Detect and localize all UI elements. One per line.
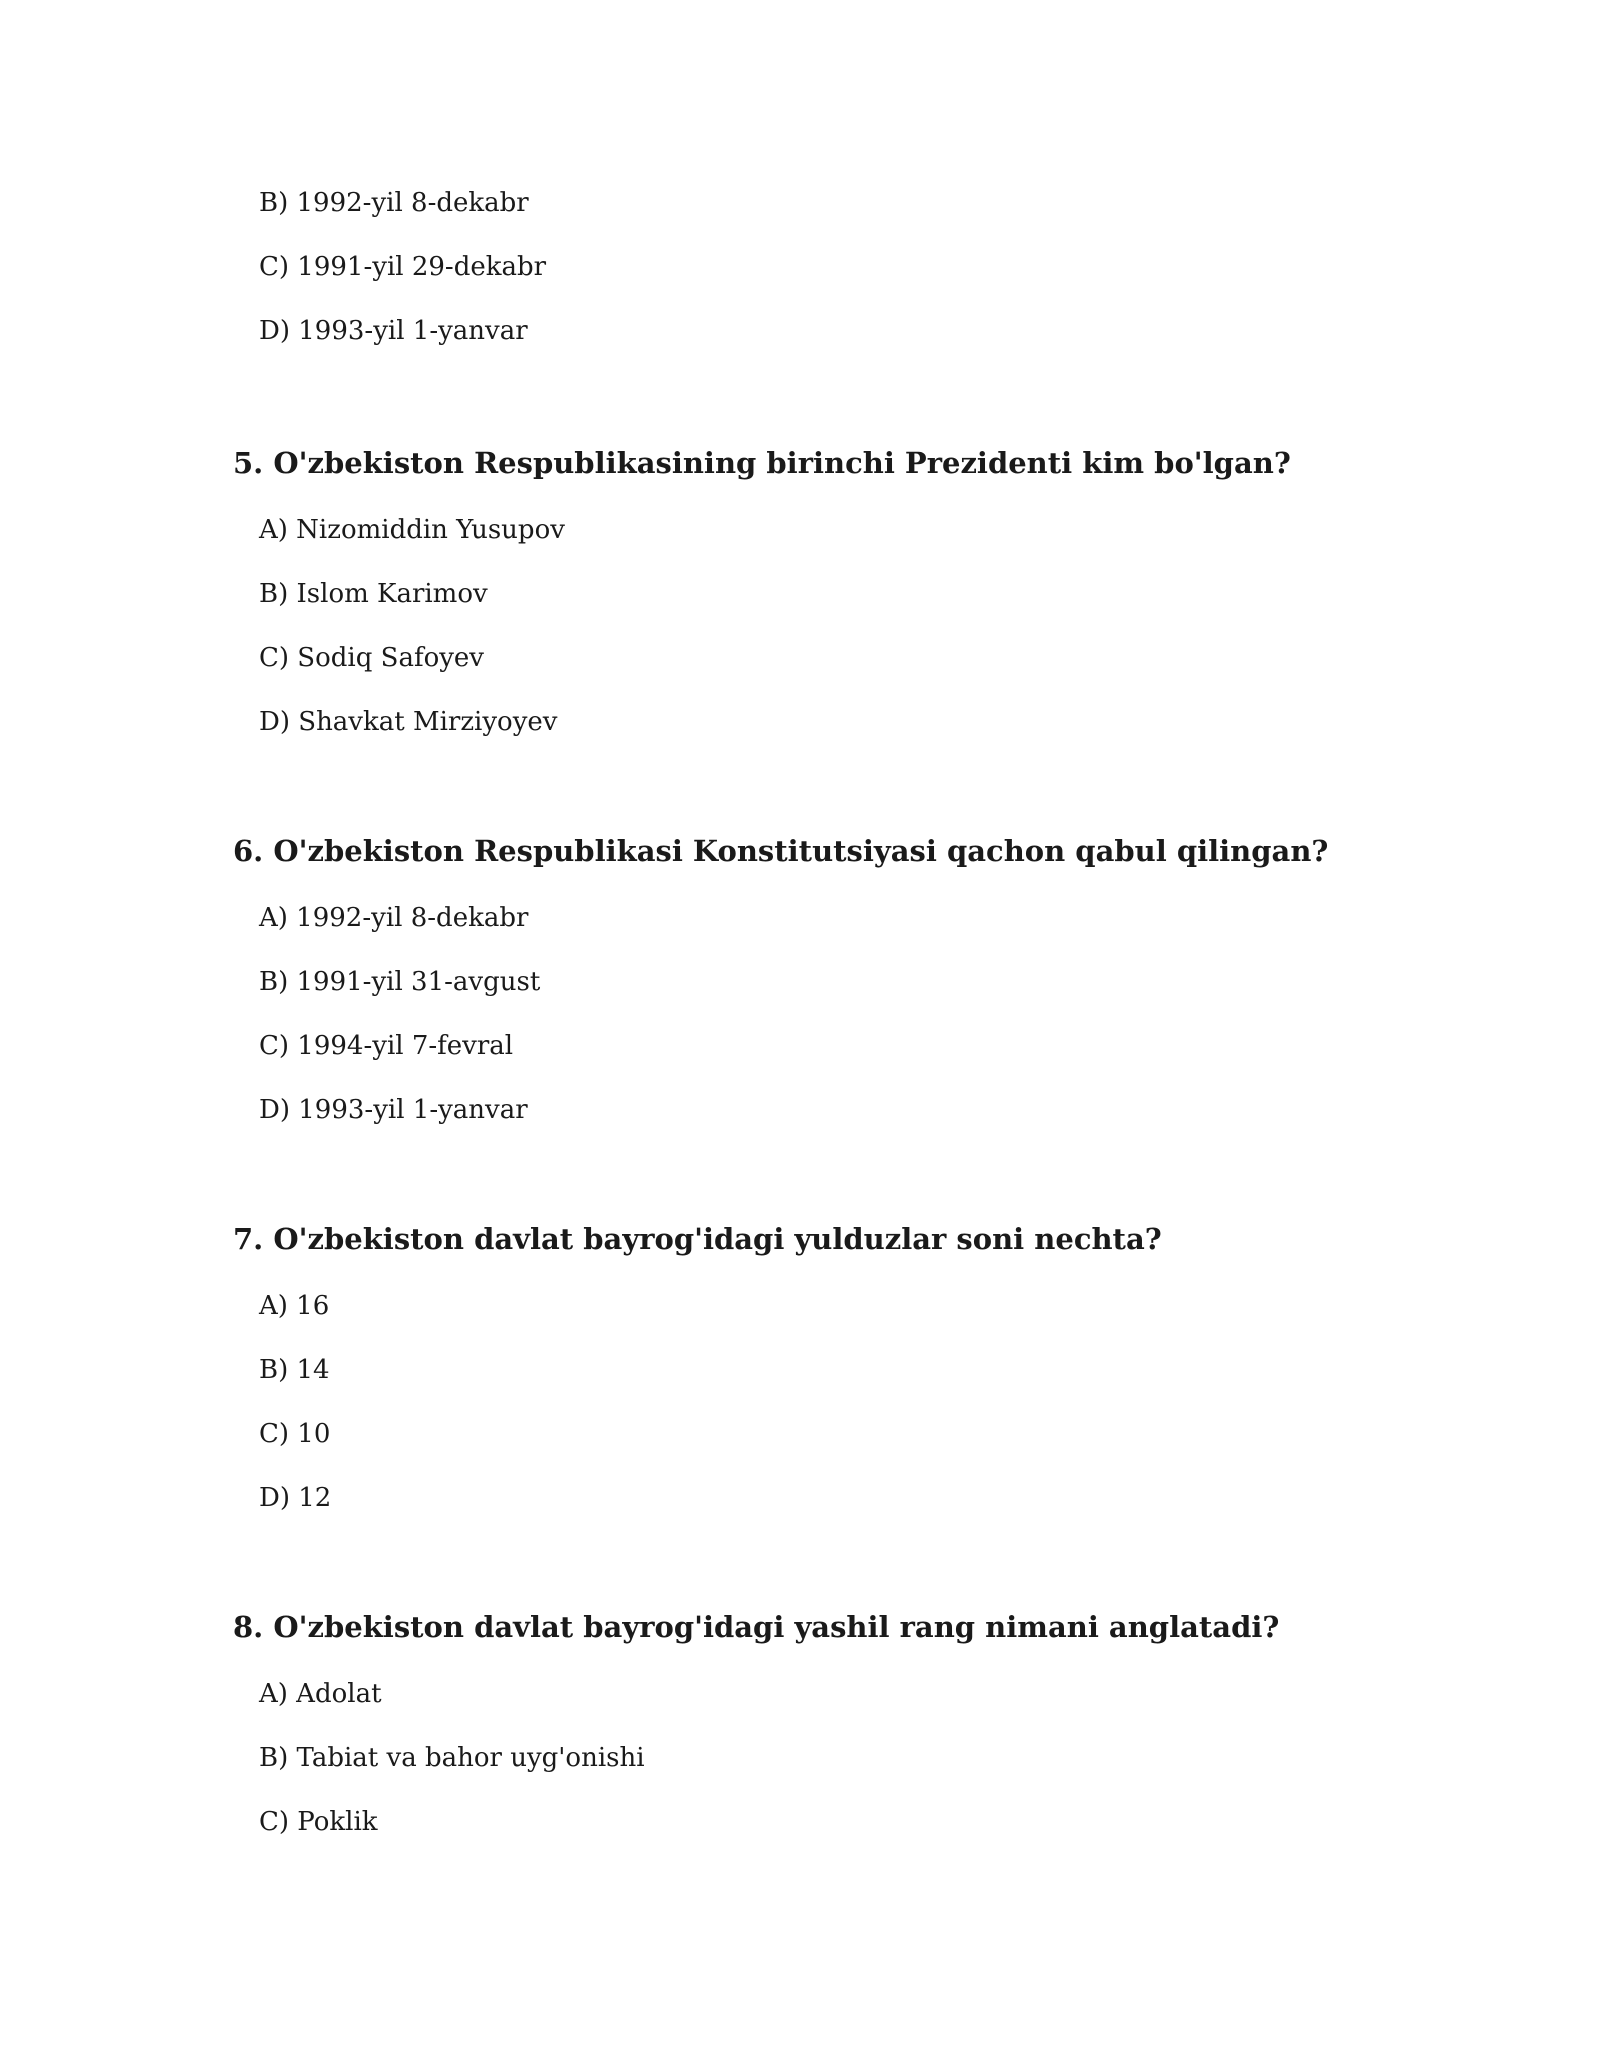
answer-option: D) 1993-yil 1-yanvar xyxy=(259,1095,528,1125)
answer-option: C) 1991-yil 29-dekabr xyxy=(259,252,547,282)
answer-option: D) 1993-yil 1-yanvar xyxy=(259,316,528,346)
answer-option: A) 16 xyxy=(259,1291,330,1321)
answer-option: B) Islom Karimov xyxy=(259,579,488,609)
answer-option: A) Adolat xyxy=(259,1679,382,1709)
answer-option: C) 1994-yil 7-fevral xyxy=(259,1031,514,1061)
answer-option: B) 1992-yil 8-dekabr xyxy=(259,188,529,218)
answer-option: C) Poklik xyxy=(259,1807,378,1837)
answer-option: A) 1992-yil 8-dekabr xyxy=(259,903,529,933)
question-5-title: 5. O'zbekiston Respublikasining birinchi Prezidenti kim bo'lgan? xyxy=(233,446,1291,480)
answer-option: B) 14 xyxy=(259,1355,330,1385)
answer-option: A) Nizomiddin Yusupov xyxy=(259,515,565,545)
question-8-title: 8. O'zbekiston davlat bayrog'idagi yashil rang nimani anglatadi? xyxy=(233,1610,1280,1644)
answer-option: B) Tabiat va bahor uyg'onishi xyxy=(259,1743,645,1773)
question-7-title: 7. O'zbekiston davlat bayrog'idagi yulduzlar soni nechta? xyxy=(233,1222,1162,1256)
answer-option: D) 12 xyxy=(259,1483,332,1513)
answer-option: C) Sodiq Safoyev xyxy=(259,643,484,673)
answer-option: D) Shavkat Mirziyoyev xyxy=(259,707,558,737)
answer-option: C) 10 xyxy=(259,1419,331,1449)
question-6-title: 6. O'zbekiston Respublikasi Konstitutsiyasi qachon qabul qilingan? xyxy=(233,834,1329,868)
answer-option: B) 1991-yil 31-avgust xyxy=(259,967,541,997)
